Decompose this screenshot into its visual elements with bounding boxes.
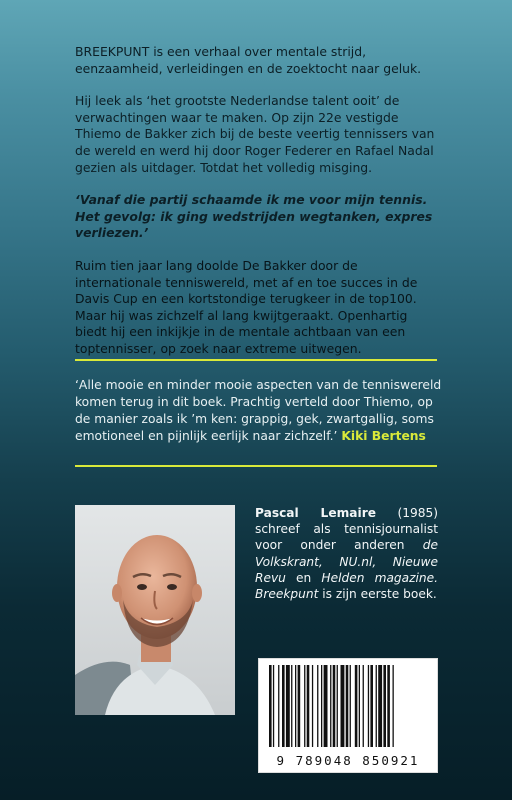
divider-top	[75, 359, 437, 361]
author-bio-text-2: is zijn eerste boek.	[322, 587, 437, 602]
divider-bottom	[75, 465, 437, 467]
isbn-number: 9 789048 850921	[276, 753, 420, 768]
barcode-bars	[265, 665, 431, 747]
author-publications-2: Helden magazine. Breekpunt	[255, 570, 438, 602]
author-publications-1: de Volkskrant, NU.nl, Nieuwe Revu	[255, 538, 439, 585]
synopsis	[75, 44, 440, 374]
pull-quote: ‘Vanaf die partij schaamde ik me voor mijn tennis. Het gevolg: ik ging wedstrijden wegtanken, expres verliezen.’	[75, 192, 433, 241]
endorsement-text: ‘Alle mooie en minder mooie aspecten van de tenniswereld komen terug in dit boek. Prachtig verteld door Thiemo, op de manier zoals ik ’m ken: grappig, gek, zwartgallig, soms emotioneel en pijnlijk eerlijk naar zichzelf.’	[75, 378, 442, 443]
synopsis-paragraph-3: Ruim tien jaar lang doolde De Bakker door de internationale tenniswereld, met af en toe succes in de Davis Cup en een kortstondige terugkeer in de top100. Maar hij was zichzelf al lang kwijtgeraakt. Openhartig biedt hij een inkijkje in de mentale achtbaan van een toptennisser, op zoek naar extreme uitwegen.	[75, 257, 418, 356]
author-year: (1985)	[397, 506, 438, 520]
author-bio	[255, 505, 438, 602]
author-bio-and: en	[296, 570, 312, 585]
author-bio-text-1: schreef als tennisjournalist voor onder anderen	[255, 522, 438, 553]
isbn-barcode	[258, 658, 438, 773]
author-photo	[75, 505, 235, 715]
endorsement-author: Kiki Bertens	[341, 429, 426, 443]
endorsement	[75, 377, 445, 445]
synopsis-paragraph-2: Hij leek als ‘het grootste Nederlandse talent ooit’ de verwachtingen waar te maken. Op zijn 22e vestigde Thiemo de Bakker zich bij de beste veertig tennissers van de wereld en werd hij door Roger Federer en Rafael Nadal gezien als uitdager. Totdat het volledig misging.	[75, 93, 435, 175]
author-name: Pascal Lemaire	[255, 506, 376, 520]
synopsis-paragraph-1: BREEKPUNT is een verhaal over mentale strijd, eenzaamheid, verleidingen en de zoektocht naar geluk.	[75, 44, 422, 76]
